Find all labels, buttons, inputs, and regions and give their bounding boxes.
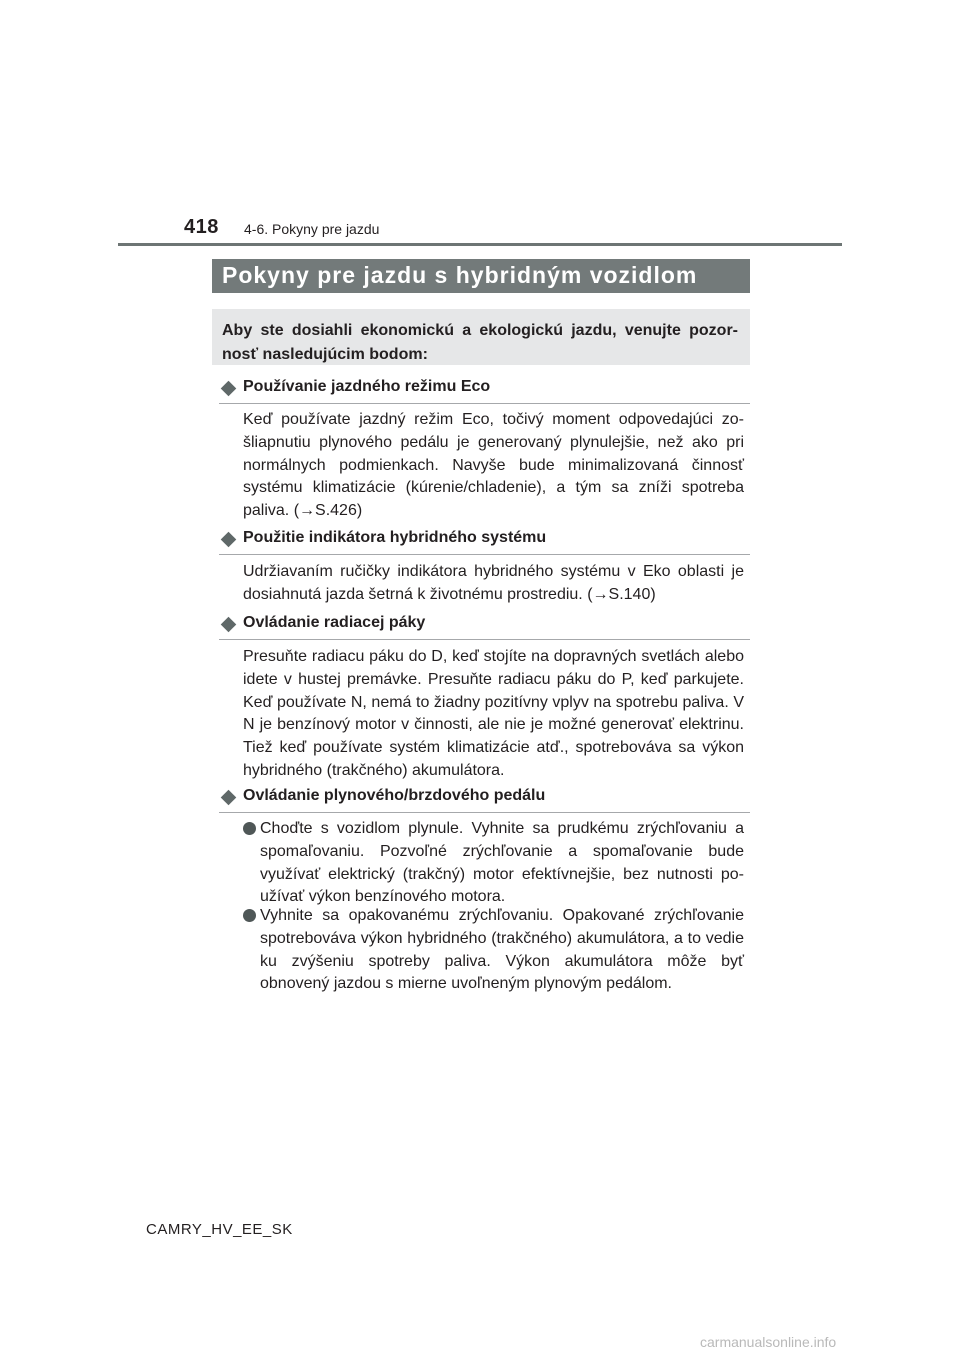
subheading-shift-lever xyxy=(219,614,750,640)
subheading-pedal-control xyxy=(219,787,750,813)
diamond-bullet-icon xyxy=(221,617,237,633)
paragraph-eco-mode: Keď používate jazdný režim Eco, točivý moment odpovedajúci zo-šliapnutiu plynového pedálu je generovaný plynulejšie, než ako pri normálnych podmienkach. Navyše bude minimalizovaná činnosť systému klimatizácie (kúrenie/chladenie), a tým sa zníži spotreba paliva. (→S.426) xyxy=(243,411,744,520)
bullet-text: Choďte s vozidlom plynule. Vyhnite sa prudkému zrýchľovaniu a spomaľovaniu. Pozvoľné zrýchľovanie a spomaľovanie bude využívať elektrický (trakčný) motor efektívnejšie, bez nutnosti po-užívať výkon benzínového motora. xyxy=(260,820,744,906)
paragraph-shift-lever: Presuňte radiacu páku do D, keď stojíte na dopravných svetlách alebo idete v hustej premávke. Presuňte radiacu páku do P, keď parkujete. Keď používate N, nemá to žiadny pozitívny vplyv na spotrebu paliva. V N je benzínový motor v činnosti, ale nie je možné generovať elektrinu. Tiež keď používate systém klimatizácie atď., spotrebováva sa výkon hybridného (trakčného) akumulátora. xyxy=(243,648,744,779)
section-label: 4-6. Pokyny pre jazdu xyxy=(244,221,380,237)
subheading-hybrid-indicator xyxy=(219,529,750,555)
bullet-item xyxy=(243,905,744,996)
bullet-item xyxy=(243,818,744,909)
bullet-text: Vyhnite sa opakovanému zrýchľovaniu. Opakované zrýchľovanie spotrebováva výkon hybridného (trakčného) akumulátora, a to vedie ku zvýšeniu spotreby paliva. Výkon akumulátora môže byť obnovený jazdou s mierne uvoľneným plynovým pedálom. xyxy=(260,907,744,993)
document-code: CAMRY_HV_EE_SK xyxy=(146,1221,293,1238)
circle-bullet-icon xyxy=(243,909,256,922)
subheading-eco-mode xyxy=(219,378,750,404)
subheading-title: Používanie jazdného režimu Eco xyxy=(243,378,491,395)
diamond-bullet-icon xyxy=(221,381,237,397)
title-bar xyxy=(212,259,750,293)
intro-text: Aby ste dosiahli ekonomickú a ekologickú jazdu, venujte pozor-nosť nasledujúcim bodom: xyxy=(222,322,738,363)
intro-box xyxy=(212,309,750,365)
watermark: carmanualsonline.info xyxy=(700,1334,837,1350)
subheading-title: Ovládanie plynového/brzdového pedálu xyxy=(243,787,546,804)
page-number: 418 xyxy=(184,216,219,238)
subheading-title: Použitie indikátora hybridného systému xyxy=(243,529,547,546)
diamond-bullet-icon xyxy=(221,532,237,548)
subheading-title: Ovládanie radiacej páky xyxy=(243,614,426,631)
circle-bullet-icon xyxy=(243,822,256,835)
diamond-bullet-icon xyxy=(221,790,237,806)
header-divider xyxy=(118,243,842,246)
page-title: Pokyny pre jazdu s hybridným vozidlom xyxy=(222,262,698,288)
paragraph-hybrid-indicator: Udržiavaním ručičky indikátora hybridného systému v Eko oblasti je dosiahnutá jazda šetrná k životnému prostrediu. (→S.140) xyxy=(243,563,744,603)
